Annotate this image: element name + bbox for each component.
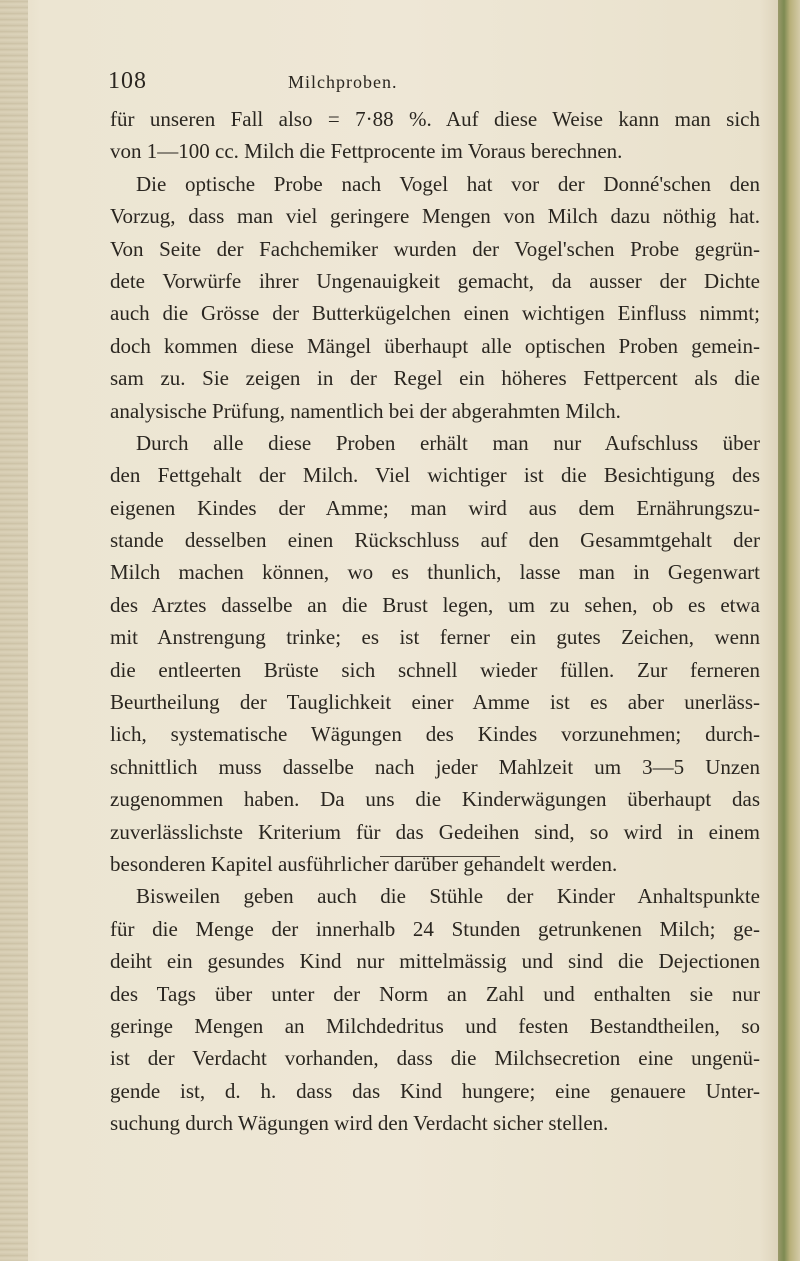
text-line: lich, systematische Wägungen des Kindes vorzunehmen; durch- <box>110 722 760 747</box>
text-line: Milch machen können, wo es thunlich, lasse man in Gegenwart <box>110 560 760 585</box>
page-right-edge <box>778 0 800 1261</box>
text-line: schnittlich muss dasselbe nach jeder Mahlzeit um 3—5 Unzen <box>110 754 760 779</box>
text-line: zugenommen haben. Da uns die Kinderwägungen überhaupt das <box>110 787 760 812</box>
text-line: gende ist, d. h. dass das Kind hungere; eine genauere Unter- <box>110 1078 760 1103</box>
running-title: Milchproben. <box>288 72 398 92</box>
text-line: mit Anstrengung trinke; es ist ferner ein gutes Zeichen, wenn <box>110 625 760 650</box>
text-line: Von Seite der Fachchemiker wurden der Vogel'schen Probe gegrün- <box>110 236 760 261</box>
text-line: für unseren Fall also = 7·88 %. Auf diese Weise kann man sich <box>110 107 760 131</box>
text-line: des Arztes dasselbe an die Brust legen, um zu sehen, ob es etwa <box>110 592 760 617</box>
text-line: dete Vorwürfe ihrer Ungenauigkeit gemacht, da ausser der Dichte <box>110 268 760 293</box>
paragraph-start-line: Durch alle diese Proben erhält man nur Aufschluss über <box>136 430 760 455</box>
text-line: ist der Verdacht vorhanden, dass die Milchsecretion eine ungenü- <box>110 1046 760 1071</box>
section-divider-rule <box>380 856 500 857</box>
text-line: eigenen Kindes der Amme; man wird aus dem Ernährungszu- <box>110 495 760 520</box>
paragraph-start-line: Bisweilen geben auch die Stühle der Kinder Anhaltspunkte <box>136 884 760 909</box>
text-line: suchung durch Wägungen wird den Verdacht sicher stellen. <box>110 1111 609 1136</box>
text-line: doch kommen diese Mängel überhaupt alle optischen Proben gemein- <box>110 333 760 358</box>
paragraph-start-line: Die optische Probe nach Vogel hat vor der Donné'schen den <box>136 171 760 196</box>
text-body <box>110 103 760 1140</box>
text-line: sam zu. Sie zeigen in der Regel ein höheres Fettpercent als die <box>110 366 760 391</box>
text-line: des Tags über unter der Norm an Zahl und enthalten sie nur <box>110 981 760 1006</box>
page-binding-edge <box>0 0 28 1261</box>
page-header <box>108 68 708 98</box>
text-line: Beurtheilung der Tauglichkeit einer Amme ist es aber unerläss- <box>110 690 760 715</box>
text-line: deiht ein gesundes Kind nur mittelmässig und sind die Dejectionen <box>110 949 760 974</box>
text-line: den Fettgehalt der Milch. Viel wichtiger ist die Besichtigung des <box>110 463 760 488</box>
text-line: für die Menge der innerhalb 24 Stunden getrunkenen Milch; ge- <box>110 916 760 941</box>
text-line: von 1—100 cc. Milch die Fettprocente im Voraus berechnen. <box>110 139 623 164</box>
text-line: stande desselben einen Rückschluss auf den Gesammtgehalt der <box>110 528 760 553</box>
text-line: Vorzug, dass man viel geringere Mengen von Milch dazu nöthig hat. <box>110 204 760 229</box>
text-line: die entleerten Brüste sich schnell wieder füllen. Zur ferneren <box>110 657 760 682</box>
text-line: besonderen Kapitel ausführlicher darüber gehandelt werden. <box>110 851 618 876</box>
text-line: auch die Grösse der Butterkügelchen einen wichtigen Einfluss nimmt; <box>110 301 760 326</box>
page-number: 108 <box>108 68 147 94</box>
text-line: analysische Prüfung, namentlich bei der abgerahmten Milch. <box>110 398 621 423</box>
text-line: zuverlässlichste Kriterium für das Gedeihen sind, so wird in einem <box>110 819 760 844</box>
text-line: geringe Mengen an Milchdedritus und festen Bestandtheilen, so <box>110 1013 760 1038</box>
